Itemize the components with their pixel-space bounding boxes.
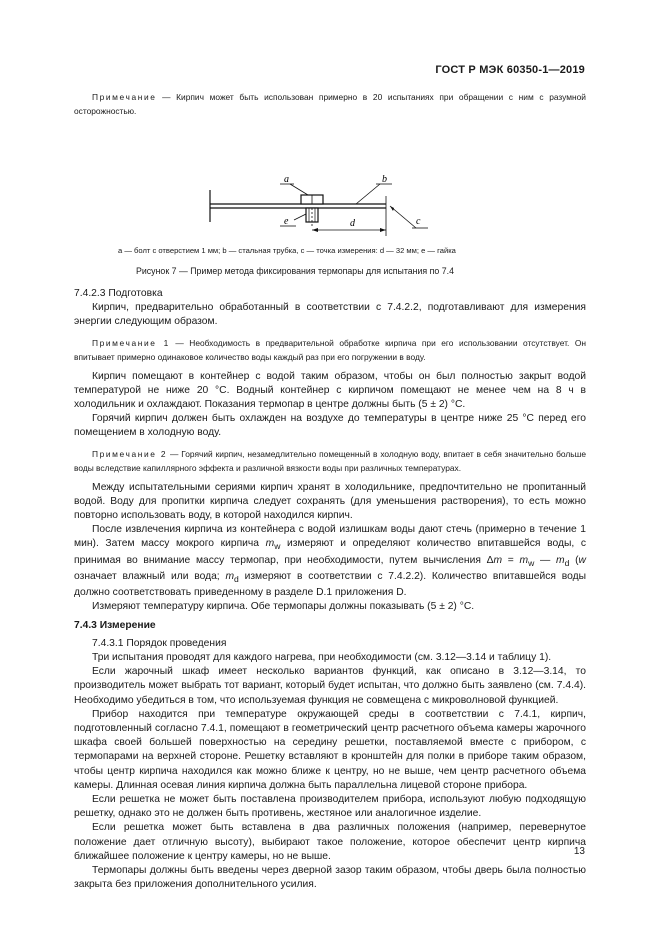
paragraph: Между испытательными сериями кирпич хранят в холодильнике, предпочтительно не пропитанный водой. Воду для пропитки кирпича следует сохранять (для уменьшения растворения), то есть можно повторно использовать воду, в которой находился кирпич. (74, 481, 586, 522)
label-c: с (416, 216, 421, 227)
paragraph: Если решетка может быть вставлена в два различных положения (например, перевернутое положение дает отличную высоту), выбирают такое положение, которое обеспечит центр кирпича ближайшее положение к центру камеры, но не выше. (74, 822, 586, 862)
note-label: Примечание (92, 92, 157, 102)
page-number: 13 (573, 846, 585, 857)
note-2 (74, 447, 586, 475)
paragraph: Если жарочный шкаф имеет несколько вариантов функций, как описано в 3.12—3.14, то производитель может выбрать тот вариант, который будет испытан, что должно быть заявлено (см. 7.4.4). Необходимо убедиться в том, что используемая функция не совмещена с микроволновой функцией. (74, 666, 586, 706)
paragraph-mass-formula: После извлечения кирпича из контейнера с водой излишкам воды дают стечь (примерно в течение 1 мин). Затем массу мокрого кирпича $m_w$ измеряют и определяют количество впитавшейся воды, с принимая во внимание массу термопар, при необходимости, путем вычисления $\Delta m = m_w$ — $m_d$ (w означает влажный или вода; $m_d$ измеряют в соответствии с 7.4.2.2). Количество впитавшейся воды должно соответствовать приведенному в разделе D.1 приложения D. (74, 524, 587, 599)
paragraph: Прибор находится при температуре окружающей среды в соответствии с 7.4.1, кирпич, подготовленный согласно 7.4.1, помещают в геометрический центр расчетного объема камеры жарочного шкафа своей большей поверхностью на середину решетки, поставляемой вместе с прибором, с термопарами на верхней стороне. Решетку вставляют в кронштейн для полки в приборе таким образом, чтобы центр кирпича находился как можно ближе к центру, но не выше, чем центр расчетного объема камеры. Длинная осевая линия кирпича должна быть параллельна лицевой стороне прибора. (74, 708, 586, 791)
section-7-4-3-title: 7.4.3 Измерение (74, 619, 156, 631)
section-7-4-3-1-title: 7.4.3.1 Порядок проведения (92, 637, 227, 649)
note-label: Примечание 2 (92, 448, 168, 459)
thermocouple-fixing-diagram (204, 134, 464, 240)
note-text: — Необходимость в предварительной обработке кирпича при его использовании отсутствует. Он впитывает примерно одинаковое количество воды каждый раз при его погружении в воду. (74, 337, 586, 362)
figure-7 (74, 134, 586, 242)
label-a: а (284, 174, 289, 185)
paragraph: Если решетка не может быть поставлена производителем прибора, используют любую подходящую решетку, однако это не должен быть противень, жестяное или аналогичное изделие. (74, 794, 586, 820)
paragraph: Кирпич, предварительно обработанный в соответствии с 7.4.2.2, подготавливают для измерения энергии следующим образом. (74, 302, 586, 328)
standard-header: ГОСТ Р МЭК 60350-1—2019 (435, 64, 585, 76)
figure-legend: а — болт с отверстием 1 мм; b — стальная трубка, с — точка измерения: d — 32 мм; е — гайка (118, 246, 456, 255)
note-1 (74, 336, 586, 364)
note-top (74, 90, 586, 118)
note-text: — Кирпич может быть использован примерно в 20 испытаниях при обращении с ним с разумной осторожностью. (74, 92, 586, 116)
paragraph: Кирпич помещают в контейнер с водой таким образом, чтобы он был полностью закрыт водой температурой не ниже 20 °С. Водный контейнер с кирпичом помещают не менее чем на 8 ч в холодильник и охлаждают. Показания термопар в центре должны быть (5 ± 2) °С. (74, 370, 586, 411)
note-label: Примечание 1 (92, 337, 170, 348)
label-d: d (350, 218, 355, 229)
section-7-4-2-3-title: 7.4.2.3 Подготовка (74, 288, 163, 299)
note-text: — Горячий кирпич, незамедлительно помещенный в холодную воду, впитает в себя значительно больше воды вследствие капиллярного эффекта и различной вязкости воды при различных температурах. (74, 448, 586, 473)
paragraph: Термопары должны быть введены через дверной зазор таким образом, чтобы дверь была полностью закрыта без приложения дополнительного усилия. (74, 865, 586, 891)
paragraph: Измеряют температуру кирпича. Обе термопары должны показывать (5 ± 2) °С. (92, 601, 475, 613)
page-content (74, 90, 586, 892)
paragraph: Горячий кирпич должен быть охлажден на воздухе до температуры в центре ниже 25 °С перед его помещением в холодную воду. (74, 413, 586, 439)
label-b: b (382, 174, 387, 185)
figure-caption: Рисунок 7 — Пример метода фиксирования термопары для испытания по 7.4 (136, 266, 454, 276)
label-e: е (284, 216, 289, 227)
paragraph: Три испытания проводят для каждого нагрева, при необходимости (см. 3.12—3.14 и таблицу 1). (92, 652, 552, 663)
